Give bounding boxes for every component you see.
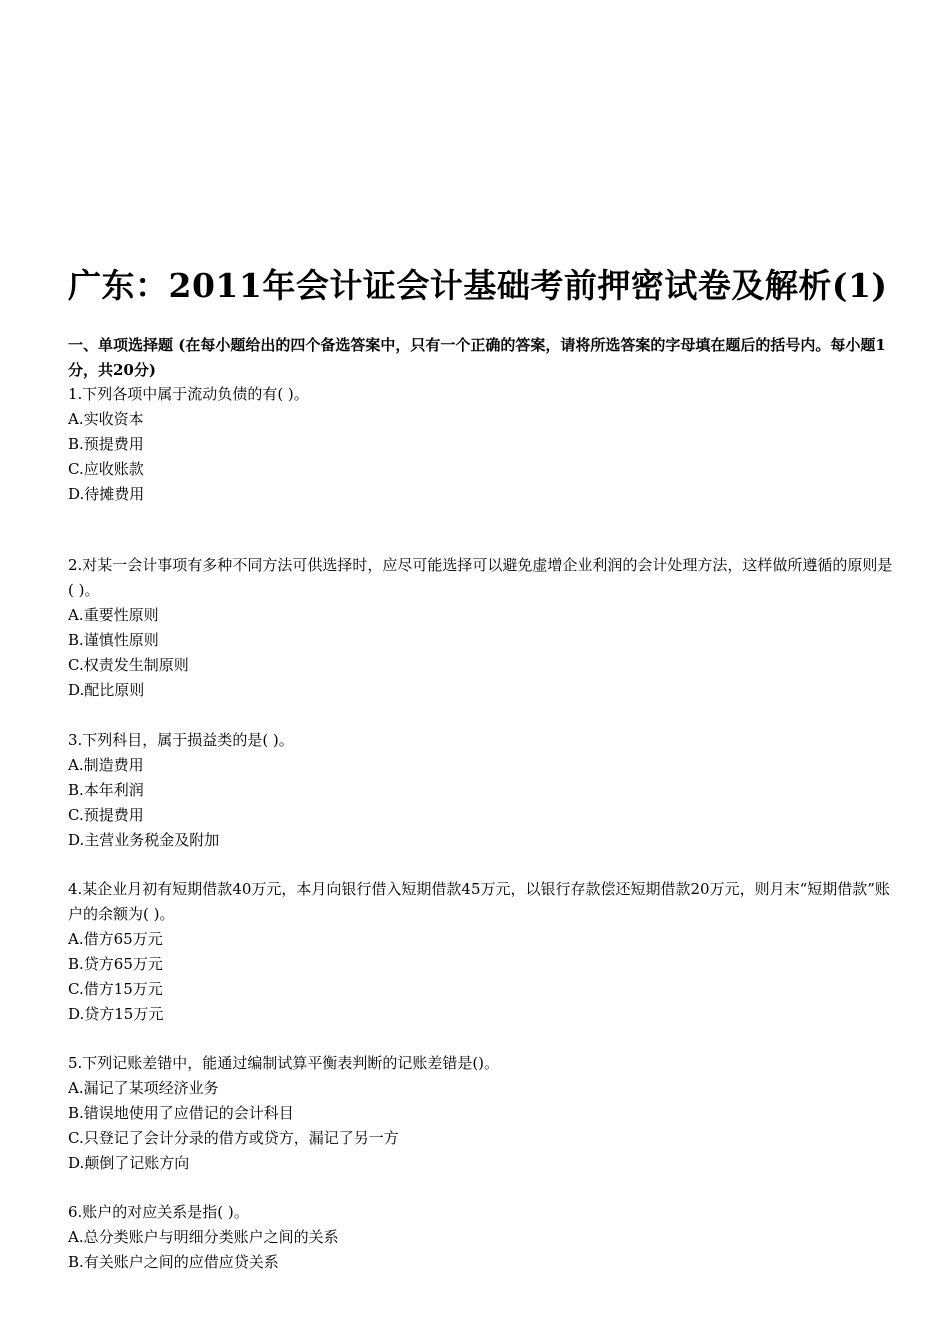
option-d: D.颠倒了记账方向 [68, 1154, 190, 1172]
option-d: D.待摊费用 [68, 485, 145, 503]
option-d: D.贷方15万元 [68, 1005, 164, 1023]
option-b: B.贷方65万元 [68, 955, 163, 973]
question-stem: 1.下列各项中属于流动负债的有( )。 [68, 385, 309, 403]
question-stem: 6.账户的对应关系是指( )。 [68, 1203, 249, 1221]
option-a: A.漏记了某项经济业务 [68, 1079, 219, 1097]
option-b: B.错误地使用了应借记的会计科目 [68, 1104, 294, 1122]
option-b: B.本年利润 [68, 781, 144, 799]
option-c: C.只登记了会计分录的借方或贷方，漏记了另一方 [68, 1129, 399, 1147]
section-heading: 一、单项选择题 (在每小题给出的四个备选答案中，只有一个正确的答案，请将所选答案的字母填在题后的括号内。每小题1分，共20分) [68, 336, 886, 379]
document-title: 广东：2011年会计证会计基础考前押密试卷及解析(1) [68, 266, 888, 305]
question-5 [68, 1051, 893, 1176]
option-c: C.借方15万元 [68, 980, 163, 998]
option-a: A.重要性原则 [68, 606, 159, 624]
option-a: A.实收资本 [68, 410, 144, 428]
option-a: A.总分类账户与明细分类账户之间的关系 [68, 1228, 339, 1246]
option-a: A.借方65万元 [68, 930, 163, 948]
option-c: C.预提费用 [68, 806, 144, 824]
question-4 [68, 877, 893, 1027]
question-3 [68, 728, 893, 853]
option-c: C.权责发生制原则 [68, 656, 189, 674]
question-1 [68, 382, 893, 507]
option-d: D.主营业务税金及附加 [68, 831, 220, 849]
option-b: B.有关账户之间的应借应贷关系 [68, 1253, 279, 1271]
option-d: D.配比原则 [68, 681, 145, 699]
question-6 [68, 1200, 893, 1275]
question-2 [68, 553, 893, 703]
option-b: B.预提费用 [68, 435, 144, 453]
option-c: C.应收账款 [68, 460, 144, 478]
question-stem: 2.对某一会计事项有多种不同方法可供选择时，应尽可能选择可以避免虚增企业利润的会计处理方法，这样做所遵循的原则是( )。 [68, 556, 893, 599]
question-stem: 5.下列记账差错中，能通过编制试算平衡表判断的记账差错是()。 [68, 1054, 500, 1072]
question-stem: 4.某企业月初有短期借款40万元，本月向银行借入短期借款45万元，以银行存款偿还短期借款20万元，则月末“短期借款”账户的余额为( )。 [68, 880, 890, 923]
option-b: B.谨慎性原则 [68, 631, 159, 649]
option-a: A.制造费用 [68, 756, 144, 774]
question-stem: 3.下列科目，属于损益类的是( )。 [68, 731, 294, 749]
